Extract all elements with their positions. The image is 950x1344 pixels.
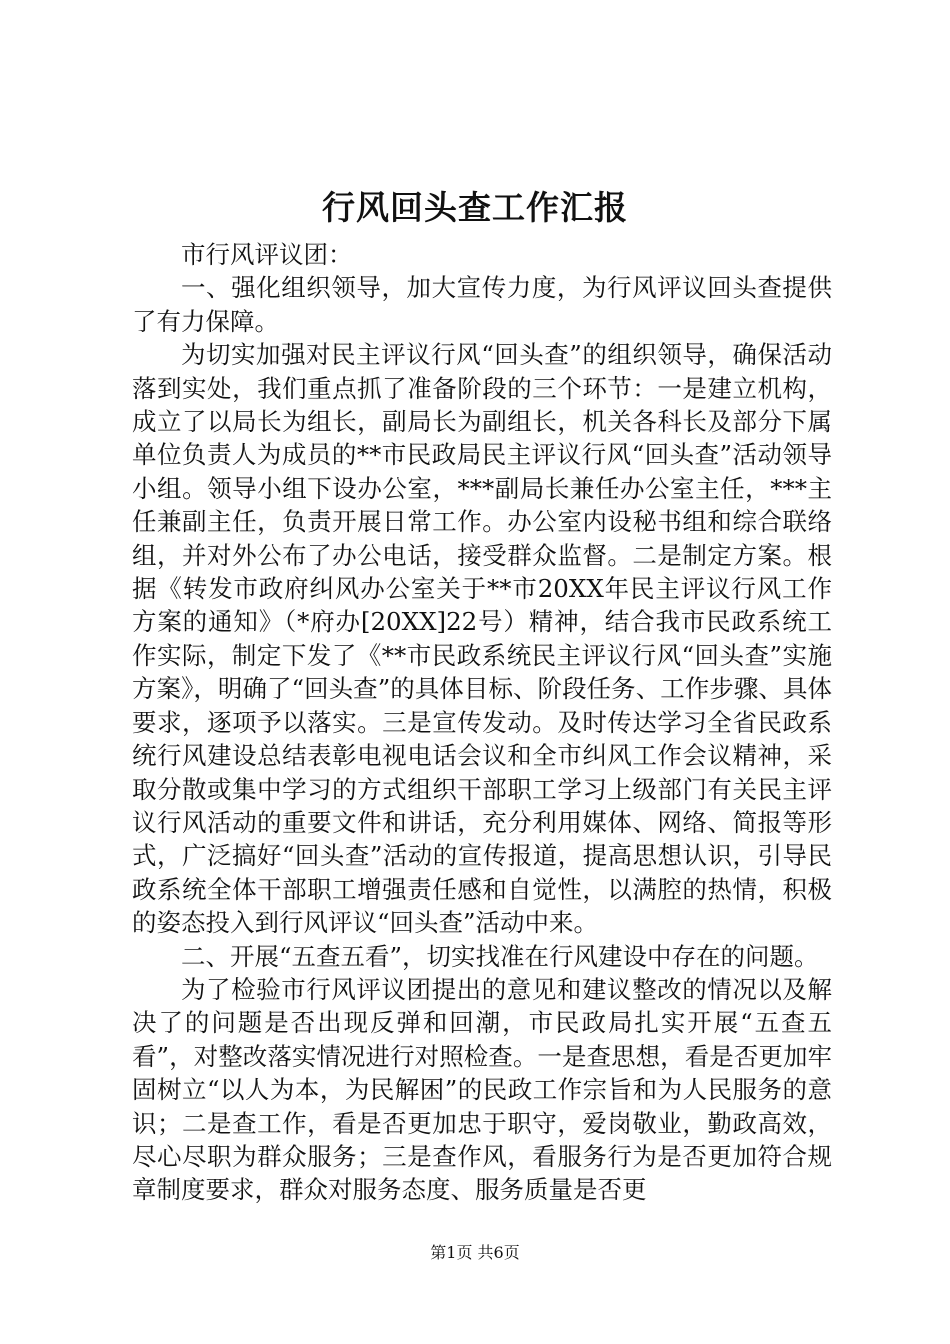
document-title: 行风回头查工作汇报 [322, 188, 628, 227]
section-heading-2: 二、开展“五查五看”，切实找准在行风建设中存在的问题。 [181, 941, 819, 971]
document-body [132, 238, 832, 1207]
section-heading-1: 一、强化组织领导，加大宣传力度，为行风评议回头查提供了有力保障。 [132, 273, 832, 336]
body-paragraph: 为切实加强对民主评议行风“回头查”的组织领导，确保活动落到实处，我们重点抓了准备阶段的三个环节：一是建立机构，成立了以局长为组长，副局长为副组长，机关各科长及部分下属单位负责人为成员的**市民政局民主评议行风“回头查”活动领导小组。领导小组下设办公室，***副局长兼任办公室主任，***主任兼副主任，负责开展日常工作。办公室内设秘书组和综合联络组，并对外公布了办公电话，接受群众监督。二是制定方案。根据《转发市政府纠风办公室关于**市20XX年民主评议行风工作方案的通知》（*府办[20XX]22号）精神，结合我市民政系统工作实际，制定下发了《**市民政系统民主评议行风“回头查”实施方案》，明确了“回头查”的具体目标、阶段任务、工作步骤、具体要求，逐项予以落实。三是宣传发动。及时传达学习全省民政系统行风建设总结表彰电视电话会议和全市纠风工作会议精神，采取分散或集中学习的方式组织干部职工学习上级部门有关民主评议行风活动的重要文件和讲话，充分利用媒体、网络、简报等形式，广泛搞好“回头查”活动的宣传报道，提高思想认识，引导民政系统全体干部职工增强责任感和自觉性，以满腔的热情，积极的姿态投入到行风评议“回头查”活动中来。 [132, 340, 832, 938]
salutation: 市行风评议团： [181, 240, 353, 269]
page-number-footer: 第1页 共6页 [430, 1243, 520, 1262]
body-paragraph: 为了检验市行风评议团提出的意见和建议整改的情况以及解决了的问题是否出现反弹和回潮，市民政局扎实开展“五查五看”，对整改落实情况进行对照检查。一是查思想，看是否更加牢固树立“以人为本，为民解困”的民政工作宗旨和为人民服务的意识；二是查工作，看是否更加忠于职守，爱岗敬业，勤政高效，尽心尽职为群众服务；三是查作风，看服务行为是否更加符合规章制度要求，群众对服务态度、服务质量是否更 [132, 974, 832, 1205]
